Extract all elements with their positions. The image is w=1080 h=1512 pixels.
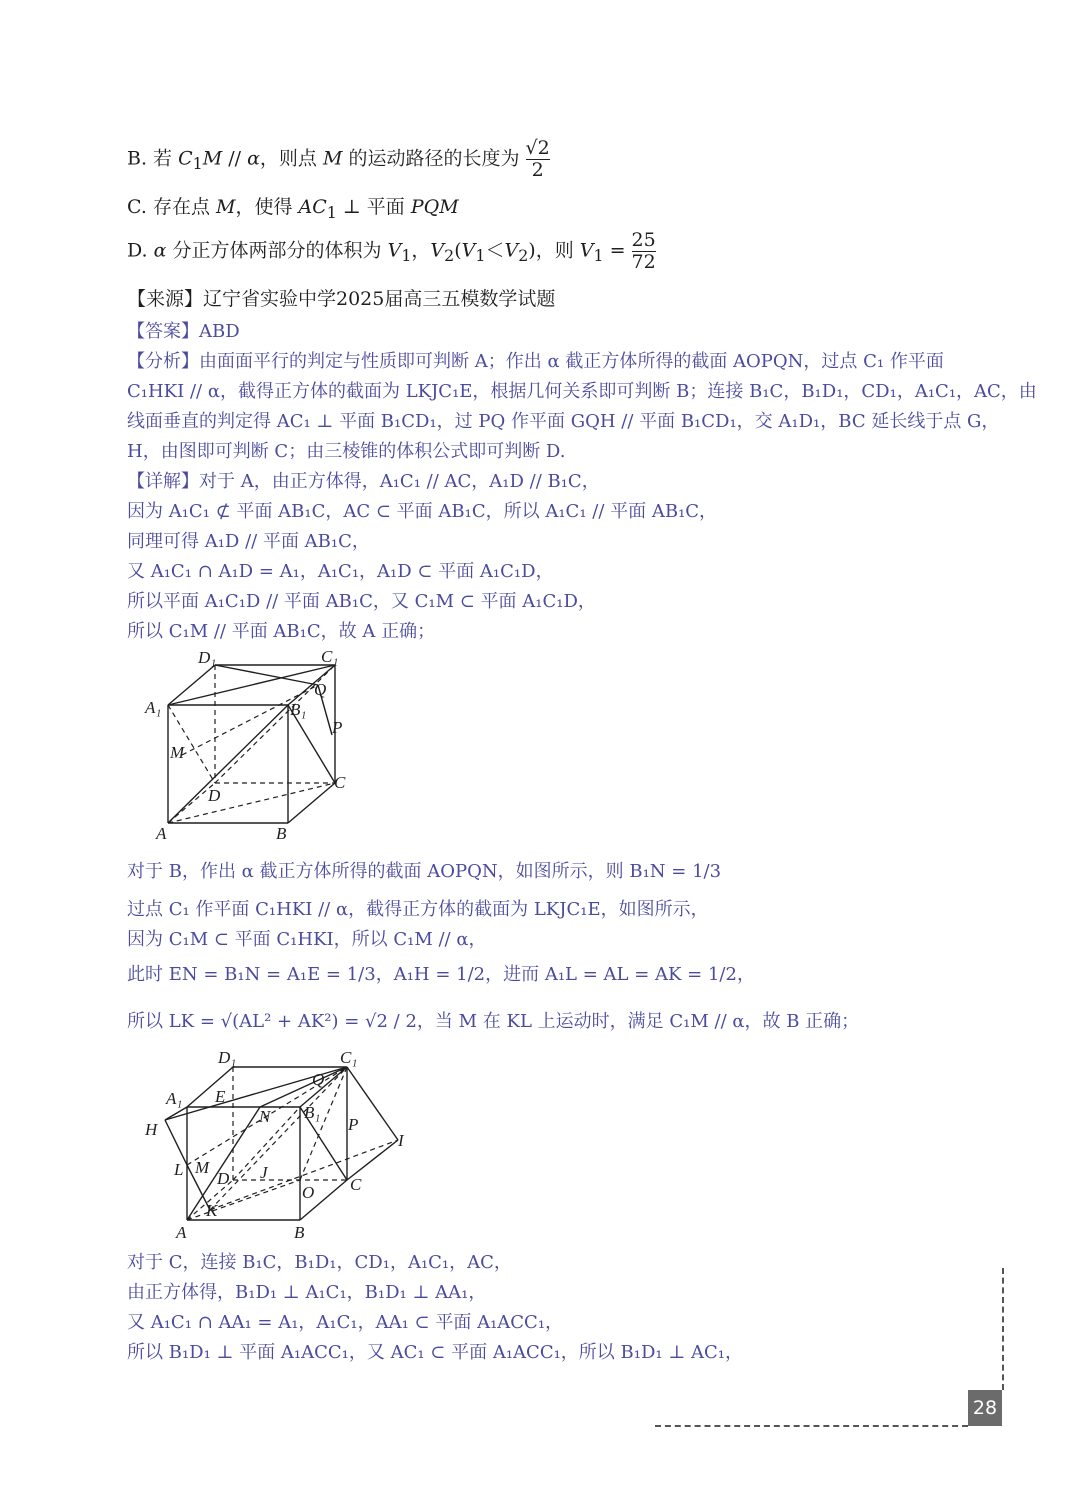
- detail-line-3: 同理可得 A₁D // 平面 AB₁C，: [127, 531, 370, 552]
- fig1-label-Q: Q: [314, 680, 327, 699]
- page-number: 28: [968, 1390, 1002, 1426]
- fig2-label-D: D: [217, 1169, 230, 1188]
- fig2-label-C1: C₁: [340, 1048, 358, 1067]
- detail-b-line-3: 因为 C₁M ⊂ 平面 C₁HKI，所以 C₁M // α，: [127, 929, 487, 950]
- fig2-label-P: P: [348, 1115, 359, 1134]
- fig1-label-D: D: [208, 786, 221, 805]
- detail-line-4: 又 A₁C₁ ∩ A₁D = A₁，A₁C₁，A₁D ⊂ 平面 A₁C₁D，: [127, 561, 554, 582]
- fig2-label-B: B: [294, 1223, 305, 1242]
- fig2-label-B1: B₁: [304, 1103, 321, 1122]
- analysis-line-4: H，由图即可判断 C；由三棱锥的体积公式即可判断 D.: [127, 441, 566, 462]
- detail-c-line-1: 对于 C，连接 B₁C，B₁D₁，CD₁，A₁C₁，AC，: [127, 1252, 512, 1273]
- detail-line-2: 因为 A₁C₁ ⊄ 平面 AB₁C，AC ⊂ 平面 AB₁C，所以 A₁C₁ // 平面 AB₁C，: [127, 501, 718, 522]
- detail-c-line-4: 所以 B₁D₁ ⊥ 平面 A₁ACC₁，又 AC₁ ⊂ 平面 A₁ACC₁，所以 B₁D₁ ⊥ AC₁，: [127, 1342, 743, 1363]
- detail-b-line-2: 过点 C₁ 作平面 C₁HKI // α，截得正方体的截面为 LKJC₁E，如图所示，: [127, 899, 709, 920]
- detail-b-line-1: 对于 B，作出 α 截正方体所得的截面 AOPQN，如图所示，则 B₁N = 1/3: [127, 861, 722, 882]
- fig1-label-B: B: [276, 824, 287, 843]
- detail-c-line-2: 由正方体得，B₁D₁ ⊥ A₁C₁，B₁D₁ ⊥ AA₁，: [127, 1282, 487, 1303]
- fig1-label-C: C: [334, 773, 346, 792]
- answer-line: 【答案】ABD: [127, 321, 240, 342]
- fig2-label-E: E: [215, 1087, 226, 1106]
- fig1-label-D1: D₁: [198, 648, 217, 667]
- fig1-label-M: M: [170, 743, 185, 762]
- fig2-label-J: J: [260, 1163, 268, 1182]
- analysis-line-2: C₁HKI // α，截得正方体的截面为 LKJC₁E，根据几何关系即可判断 B；连接 B₁C，B₁D₁，CD₁，A₁C₁，AC，由: [127, 381, 1037, 402]
- source-line: 【来源】辽宁省实验中学2025届高三五模数学试题: [127, 288, 556, 310]
- detail-line-6: 所以 C₁M // 平面 AB₁C，故 A 正确；: [127, 621, 436, 642]
- fig2-label-M: M: [195, 1158, 210, 1177]
- option-d: D. α 分正方体两部分的体积为 $V_1$，$V_2(V_1<V_2)$，则 $V_1$ = $\frac{25}{72}$: [127, 229, 656, 273]
- fig2-label-O: O: [302, 1183, 315, 1202]
- detail-line-1: 【详解】对于 A，由正方体得，A₁C₁ // AC，A₁D // B₁C，: [127, 471, 600, 492]
- fig2-label-I: I: [398, 1131, 404, 1150]
- fig2-label-H: H: [145, 1120, 158, 1139]
- fig1-label-A: A: [156, 824, 167, 843]
- fig2-label-K: K: [206, 1201, 218, 1220]
- analysis-line-1: 【分析】由面面平行的判定与性质即可判断 A；作出 α 截正方体所得的截面 AOPQN，过点 C₁ 作平面: [127, 351, 944, 372]
- fig2-label-D1: D₁: [218, 1048, 237, 1067]
- fig2-label-Q: Q: [312, 1070, 325, 1089]
- figure-1-cube: [140, 645, 360, 845]
- fig1-label-P: P: [332, 718, 343, 737]
- detail-c-line-3: 又 A₁C₁ ∩ AA₁ = A₁，A₁C₁，AA₁ ⊂ 平面 A₁ACC₁，: [127, 1312, 564, 1333]
- detail-line-5: 所以平面 A₁C₁D // 平面 AB₁C，又 C₁M ⊂ 平面 A₁C₁D，: [127, 591, 596, 612]
- fig1-label-B1: B₁: [290, 700, 307, 719]
- fig2-label-N: N: [259, 1107, 271, 1126]
- fig2-label-L: L: [174, 1160, 184, 1179]
- fig1-label-A1: A₁: [145, 698, 162, 717]
- figure-2-cube: [140, 1040, 430, 1245]
- option-b: B. 若 $C_1M$ // α，则点 M 的运动路径的长度为 $\frac{√2}{2}$: [127, 137, 550, 181]
- detail-b-line-5: 所以 LK = √(AL² + AK²) = √2 / 2，当 M 在 KL 上运动时，满足 C₁M // α，故 B 正确；: [127, 1011, 860, 1032]
- option-c: C. 存在点 M，使得 $AC_1$ ⊥ 平面 PQM: [127, 196, 459, 222]
- page-corner-dash-horizontal: [655, 1425, 968, 1427]
- analysis-line-3: 线面垂直的判定得 AC₁ ⊥ 平面 B₁CD₁，过 PQ 作平面 GQH // 平面 B₁CD₁，交 A₁D₁，BC 延长线于点 G，: [127, 411, 1000, 432]
- detail-b-line-4: 此时 EN = B₁N = A₁E = 1/3，A₁H = 1/2，进而 A₁L = AL = AK = 1/2，: [127, 964, 755, 985]
- page-corner-dash-vertical: [1002, 1268, 1004, 1390]
- fig1-label-C1: C₁: [321, 647, 339, 666]
- fig2-label-C: C: [350, 1175, 362, 1194]
- fig2-label-A: A: [176, 1223, 187, 1242]
- fig2-label-A1: A₁: [166, 1089, 183, 1108]
